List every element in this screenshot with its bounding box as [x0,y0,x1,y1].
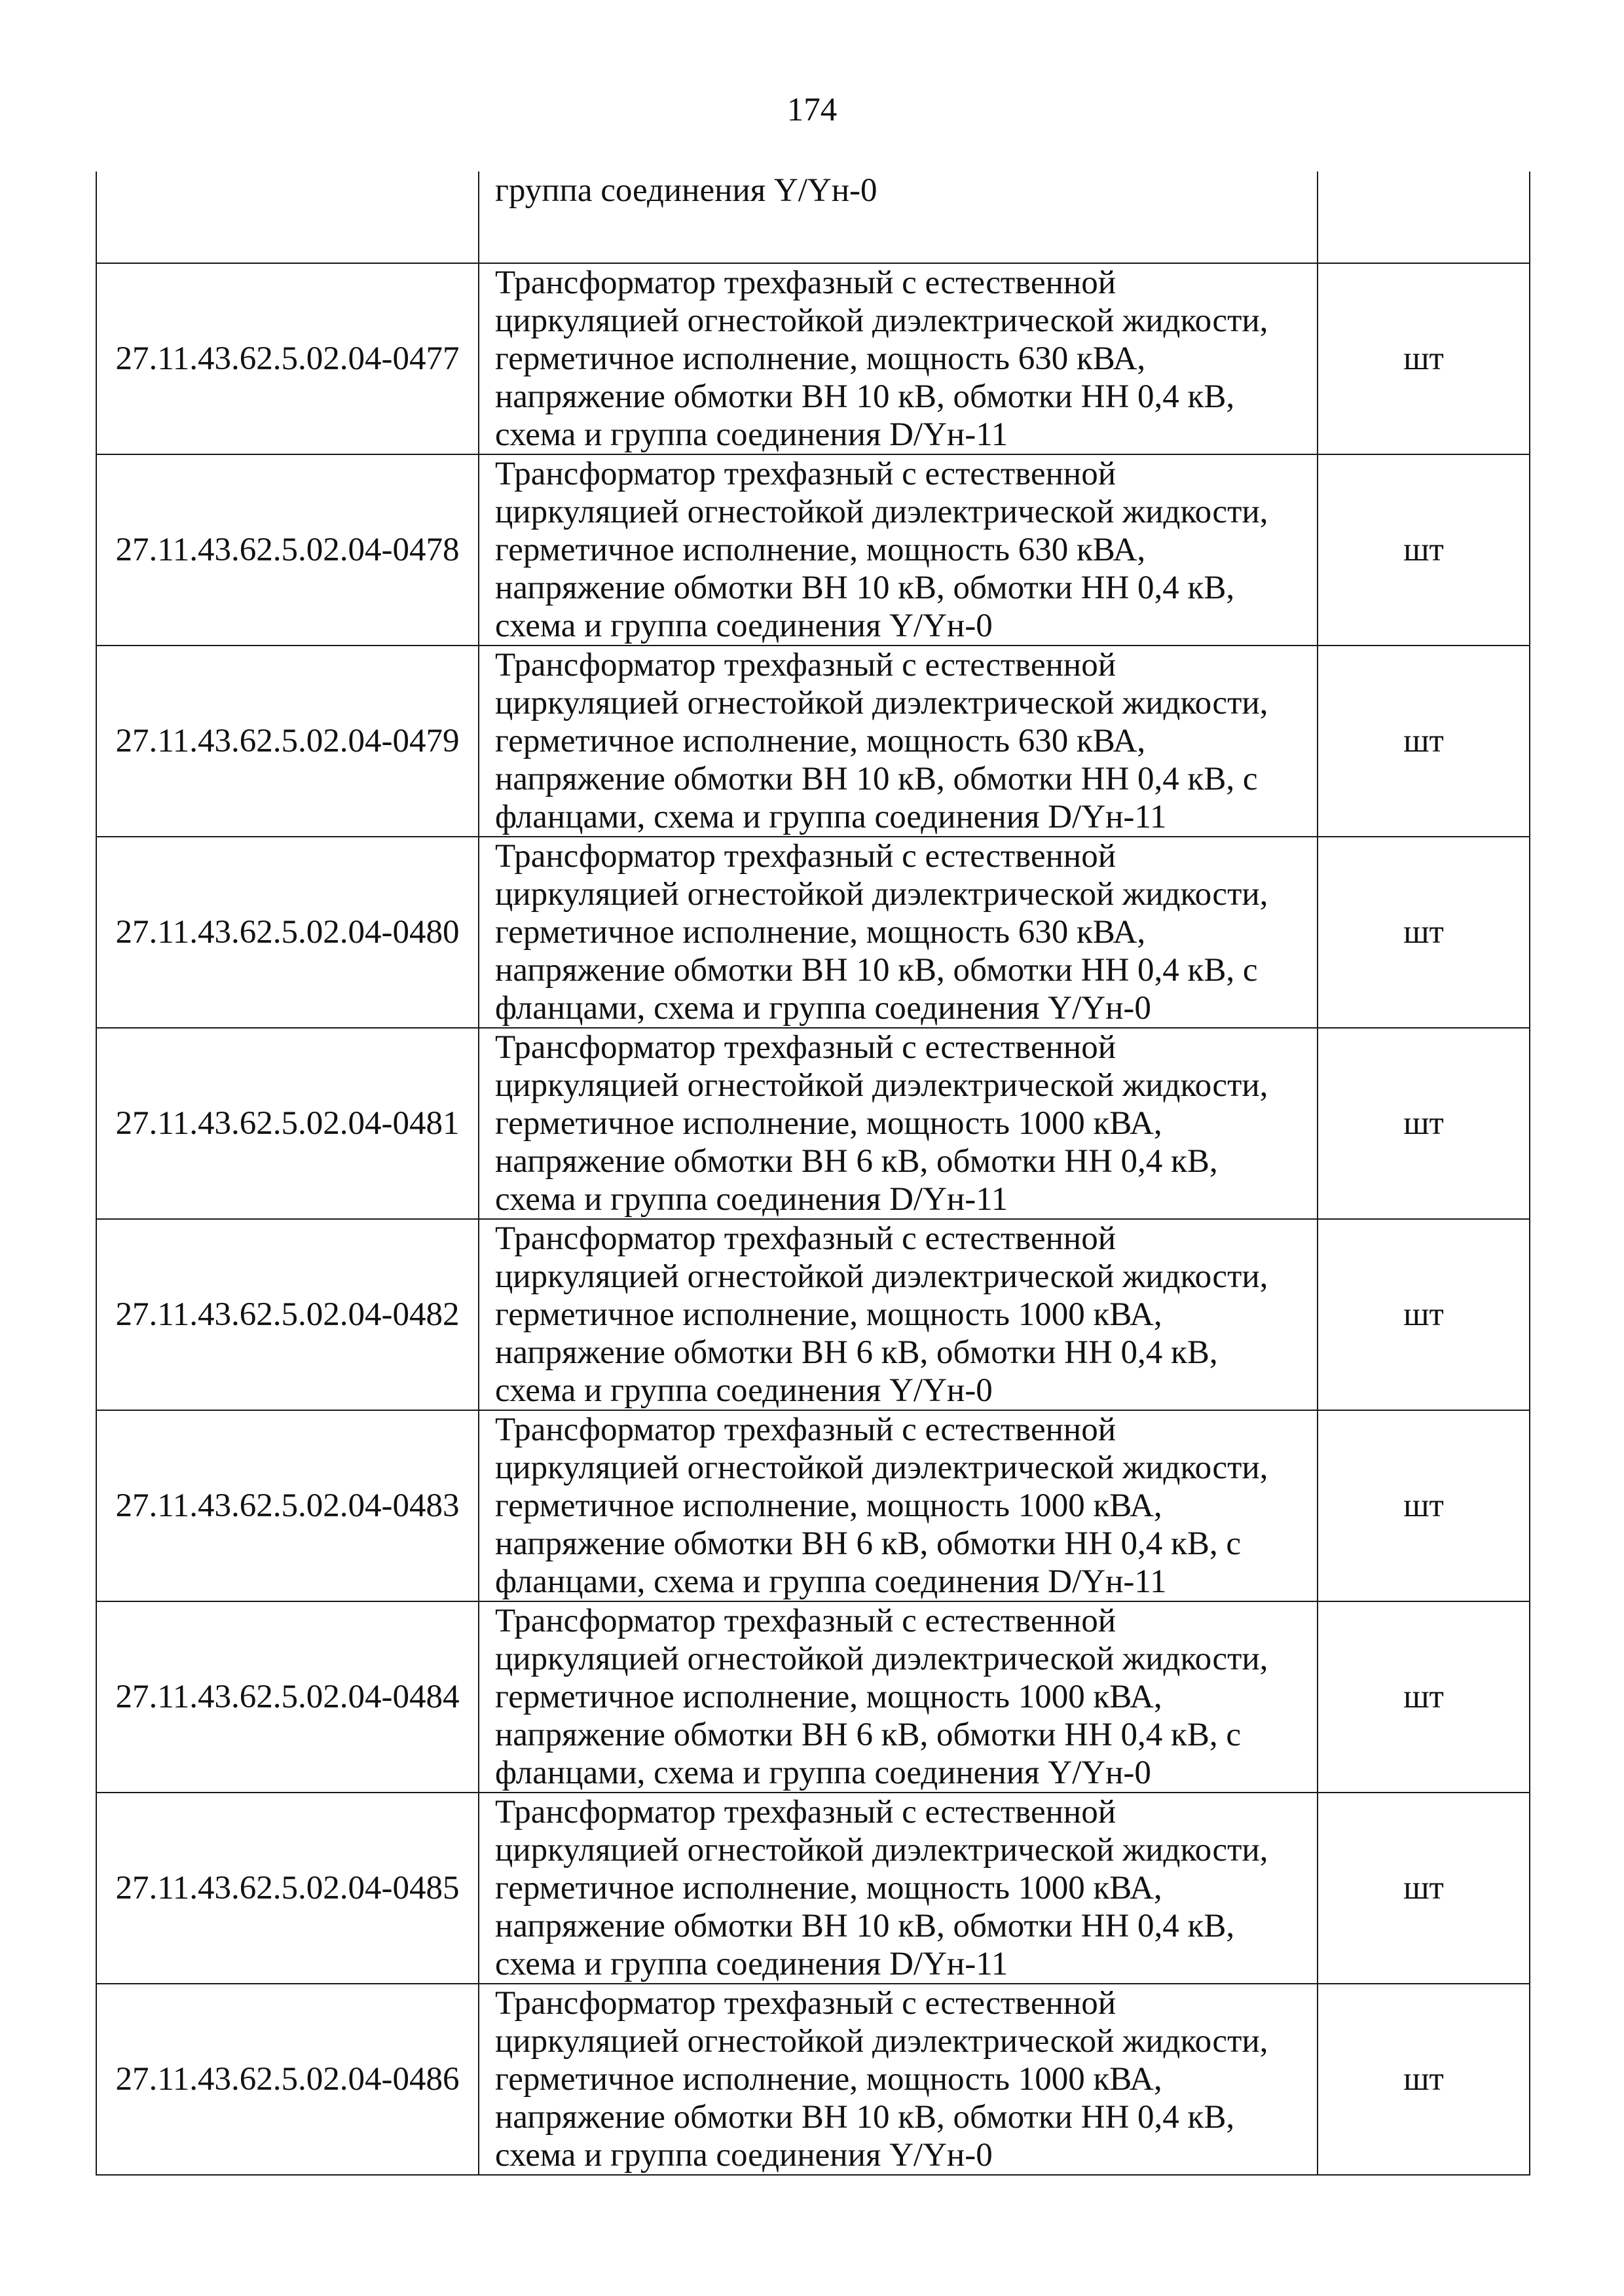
table-row [96,646,1530,837]
resource-description: Трансформатор трехфазный с естественной циркуляцией огнестойкой диэлектрической жидкости, герметичное исполнение, мощность 1000 кВА, напряжение обмотки ВН 6 кВ, обмотки НН 0,4 кВ, схема и группа соединения D/Yн-11 [479,1028,1318,1219]
unit-of-measure: шт [1318,1984,1530,2175]
resource-description: Трансформатор трехфазный с естественной циркуляцией огнестойкой диэлектрической жидкости, герметичное исполнение, мощность 1000 кВА, напряжение обмотки ВН 6 кВ, обмотки НН 0,4 кВ, с фланцами, схема и группа соединения Y/Yн-0 [479,1601,1318,1793]
resource-description: Трансформатор трехфазный с естественной циркуляцией огнестойкой диэлектрической жидкости, герметичное исполнение, мощность 630 кВА, напряжение обмотки ВН 10 кВ, обмотки НН 0,4 кВ, с фланцами, схема и группа соединения D/Yн-11 [479,646,1318,837]
table-row [96,454,1530,646]
table-row [96,1601,1530,1793]
unit-of-measure: шт [1318,1410,1530,1601]
resource-table-body [96,172,1530,2175]
unit-of-measure: шт [1318,1219,1530,1410]
unit-of-measure: шт [1318,454,1530,646]
table-row [96,1219,1530,1410]
unit-of-measure: шт [1318,263,1530,454]
unit-of-measure: шт [1318,646,1530,837]
resource-code: 27.11.43.62.5.02.04-0478 [96,454,479,646]
table-row [96,1984,1530,2175]
resource-code: 27.11.43.62.5.02.04-0481 [96,1028,479,1219]
resource-description: Трансформатор трехфазный с естественной циркуляцией огнестойкой диэлектрической жидкости, герметичное исполнение, мощность 630 кВА, напряжение обмотки ВН 10 кВ, обмотки НН 0,4 кВ, с фланцами, схема и группа соединения Y/Yн-0 [479,837,1318,1028]
unit-of-measure: шт [1318,1793,1530,1984]
unit-of-measure: шт [1318,1601,1530,1793]
resource-code: 27.11.43.62.5.02.04-0477 [96,263,479,454]
resource-code: 27.11.43.62.5.02.04-0484 [96,1601,479,1793]
table-row-continuation [96,172,1530,263]
resource-description: Трансформатор трехфазный с естественной циркуляцией огнестойкой диэлектрической жидкости, герметичное исполнение, мощность 1000 кВА, напряжение обмотки ВН 6 кВ, обмотки НН 0,4 кВ, схема и группа соединения Y/Yн-0 [479,1219,1318,1410]
page-number: 174 [786,92,838,128]
table-row [96,1028,1530,1219]
resource-code: 27.11.43.62.5.02.04-0479 [96,646,479,837]
resource-description: группа соединения Y/Yн-0 [479,172,1318,263]
resource-code: 27.11.43.62.5.02.04-0480 [96,837,479,1028]
unit-of-measure: шт [1318,1028,1530,1219]
table-row [96,263,1530,454]
resource-table [96,172,1530,2176]
resource-code: 27.11.43.62.5.02.04-0486 [96,1984,479,2175]
unit-of-measure: шт [1318,837,1530,1028]
resource-description: Трансформатор трехфазный с естественной циркуляцией огнестойкой диэлектрической жидкости, герметичное исполнение, мощность 1000 кВА, напряжение обмотки ВН 10 кВ, обмотки НН 0,4 кВ, схема и группа соединения D/Yн-11 [479,1793,1318,1984]
resource-description: Трансформатор трехфазный с естественной циркуляцией огнестойкой диэлектрической жидкости, герметичное исполнение, мощность 1000 кВА, напряжение обмотки ВН 6 кВ, обмотки НН 0,4 кВ, с фланцами, схема и группа соединения D/Yн-11 [479,1410,1318,1601]
resource-description: Трансформатор трехфазный с естественной циркуляцией огнестойкой диэлектрической жидкости, герметичное исполнение, мощность 1000 кВА, напряжение обмотки ВН 10 кВ, обмотки НН 0,4 кВ, схема и группа соединения Y/Yн-0 [479,1984,1318,2175]
table-row [96,837,1530,1028]
unit-of-measure [1318,172,1530,263]
resource-code: 27.11.43.62.5.02.04-0485 [96,1793,479,1984]
resource-description: Трансформатор трехфазный с естественной циркуляцией огнестойкой диэлектрической жидкости, герметичное исполнение, мощность 630 кВА, напряжение обмотки ВН 10 кВ, обмотки НН 0,4 кВ, схема и группа соединения Y/Yн-0 [479,454,1318,646]
resource-code [96,172,479,263]
table-row [96,1410,1530,1601]
resource-code: 27.11.43.62.5.02.04-0483 [96,1410,479,1601]
resource-description: Трансформатор трехфазный с естественной циркуляцией огнестойкой диэлектрической жидкости, герметичное исполнение, мощность 630 кВА, напряжение обмотки ВН 10 кВ, обмотки НН 0,4 кВ, схема и группа соединения D/Yн-11 [479,263,1318,454]
resource-code: 27.11.43.62.5.02.04-0482 [96,1219,479,1410]
table-row [96,1793,1530,1984]
